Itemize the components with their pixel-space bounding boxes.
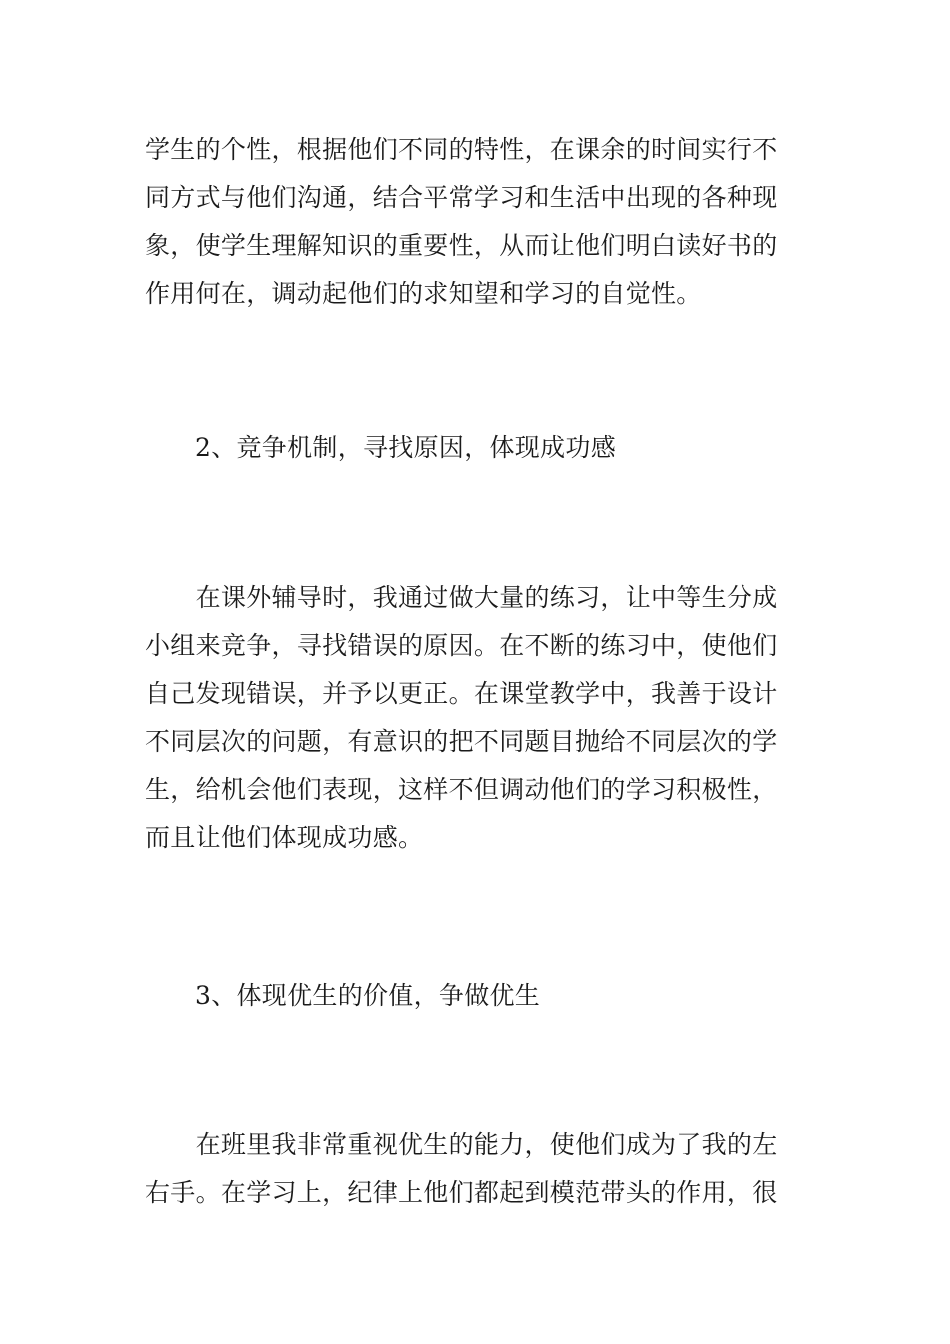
paragraph-line: 不同层次的问题，有意识的把不同题目抛给不同层次的学 xyxy=(145,727,778,756)
paragraph-line: 在班里我非常重视优生的能力，使他们成为了我的左 xyxy=(145,1130,778,1159)
paragraph-line: 自己发现错误，并予以更正。在课堂教学中，我善于设计 xyxy=(145,679,778,708)
paragraph-line: 象，使学生理解知识的重要性，从而让他们明白读好书的 xyxy=(145,231,778,260)
heading-text: 2、竞争机制，寻找原因，体现成功感 xyxy=(195,433,617,462)
paragraph-line: 在课外辅导时，我通过做大量的练习，让中等生分成 xyxy=(145,583,778,612)
paragraph-line: 学生的个性，根据他们不同的特性，在课余的时间实行不 xyxy=(145,135,778,164)
heading-text: 3、体现优生的价值，争做优生 xyxy=(195,981,541,1010)
section-heading-2 xyxy=(195,424,860,472)
section-heading-3 xyxy=(195,972,860,1020)
paragraph-1 xyxy=(145,126,810,318)
paragraph-line: 同方式与他们沟通，结合平常学习和生活中出现的各种现 xyxy=(145,183,778,212)
paragraph-line: 生，给机会他们表现，这样不但调动他们的学习积极性， xyxy=(145,775,778,804)
paragraph-3 xyxy=(145,1121,810,1217)
paragraph-2 xyxy=(145,574,810,862)
paragraph-line: 小组来竞争，寻找错误的原因。在不断的练习中，使他们 xyxy=(145,631,778,660)
paragraph-line: 右手。在学习上，纪律上他们都起到模范带头的作用，很 xyxy=(145,1178,778,1207)
paragraph-line: 而且让他们体现成功感。 xyxy=(145,823,424,852)
paragraph-line: 作用何在，调动起他们的求知望和学习的自觉性。 xyxy=(145,279,702,308)
